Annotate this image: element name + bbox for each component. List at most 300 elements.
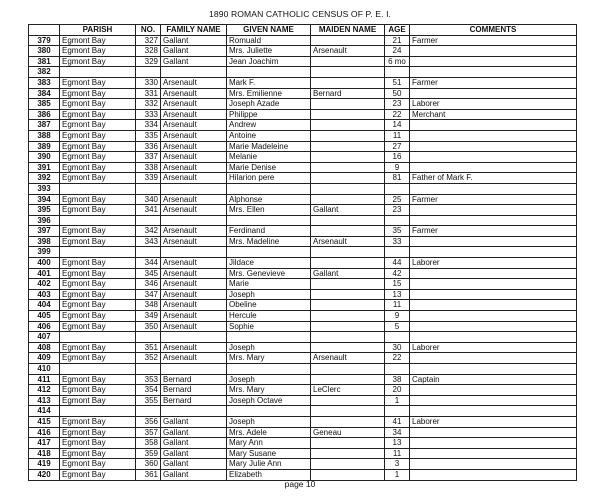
number-cell [136, 183, 161, 194]
table-row [29, 448, 577, 459]
maiden-name-cell [311, 395, 385, 406]
family-name-cell: Gallant [161, 416, 227, 427]
comments-cell [410, 236, 577, 247]
maiden-name-cell [311, 416, 385, 427]
age-cell: 5 [385, 321, 410, 332]
comments-cell [410, 311, 577, 322]
row-index: 403 [29, 289, 60, 300]
age-cell: 20 [385, 385, 410, 396]
parish-cell: Egmont Bay [60, 152, 136, 163]
given-name-cell: Mrs. Ellen [227, 205, 311, 216]
maiden-name-cell [311, 226, 385, 237]
row-index: 402 [29, 279, 60, 290]
row-index: 409 [29, 353, 60, 364]
age-cell: 13 [385, 438, 410, 449]
number-cell: 334 [136, 120, 161, 131]
number-cell [136, 247, 161, 258]
comments-cell: Merchant [410, 109, 577, 120]
table-row [29, 459, 577, 470]
table-row [29, 395, 577, 406]
parish-cell: Egmont Bay [60, 173, 136, 184]
number-cell: 343 [136, 236, 161, 247]
row-index: 386 [29, 109, 60, 120]
parish-cell [60, 364, 136, 375]
number-cell: 358 [136, 438, 161, 449]
row-index: 382 [29, 67, 60, 78]
parish-cell: Egmont Bay [60, 321, 136, 332]
parish-cell: Egmont Bay [60, 438, 136, 449]
comments-cell [410, 56, 577, 67]
maiden-name-cell [311, 258, 385, 269]
age-cell: 16 [385, 152, 410, 163]
family-name-cell: Arsenault [161, 258, 227, 269]
row-index: 388 [29, 130, 60, 141]
number-cell: 335 [136, 130, 161, 141]
age-cell [385, 183, 410, 194]
age-cell: 6 mo [385, 56, 410, 67]
row-index: 412 [29, 385, 60, 396]
family-name-cell: Arsenault [161, 300, 227, 311]
comments-cell: Laborer [410, 342, 577, 353]
parish-cell: Egmont Bay [60, 311, 136, 322]
given-name-cell: Andrew [227, 120, 311, 131]
family-name-cell: Gallant [161, 56, 227, 67]
table-row [29, 268, 577, 279]
given-name-cell: Joseph Azade [227, 99, 311, 110]
maiden-name-cell: Gallant [311, 268, 385, 279]
number-cell: 345 [136, 268, 161, 279]
parish-cell: Egmont Bay [60, 46, 136, 57]
age-cell: 50 [385, 88, 410, 99]
given-name-cell: Romuald [227, 35, 311, 46]
comments-cell [410, 300, 577, 311]
column-header-index [29, 25, 60, 36]
column-header-parish: PARISH [60, 25, 136, 36]
parish-cell: Egmont Bay [60, 162, 136, 173]
row-index: 384 [29, 88, 60, 99]
family-name-cell: Arsenault [161, 342, 227, 353]
comments-cell: Captain [410, 374, 577, 385]
number-cell: 333 [136, 109, 161, 120]
age-cell: 15 [385, 279, 410, 290]
given-name-cell [227, 247, 311, 258]
family-name-cell [161, 406, 227, 417]
row-index: 419 [29, 459, 60, 470]
parish-cell: Egmont Bay [60, 300, 136, 311]
given-name-cell: Jean Joachim [227, 56, 311, 67]
number-cell: 355 [136, 395, 161, 406]
column-header-family-name: FAMILY NAME [161, 25, 227, 36]
family-name-cell [161, 183, 227, 194]
family-name-cell [161, 67, 227, 78]
given-name-cell: Marie Madeleine [227, 141, 311, 152]
column-header-given-name: GIVEN NAME [227, 25, 311, 36]
given-name-cell: Mark F. [227, 77, 311, 88]
maiden-name-cell: Gallant [311, 205, 385, 216]
family-name-cell: Arsenault [161, 99, 227, 110]
given-name-cell [227, 183, 311, 194]
comments-cell: Farmer [410, 226, 577, 237]
maiden-name-cell [311, 364, 385, 375]
comments-cell [410, 279, 577, 290]
table-row [29, 226, 577, 237]
given-name-cell: Mrs. Mary [227, 385, 311, 396]
table-row [29, 427, 577, 438]
maiden-name-cell [311, 109, 385, 120]
number-cell: 328 [136, 46, 161, 57]
table-row [29, 67, 577, 78]
parish-cell: Egmont Bay [60, 279, 136, 290]
given-name-cell: Joseph [227, 342, 311, 353]
parish-cell: Egmont Bay [60, 459, 136, 470]
parish-cell: Egmont Bay [60, 56, 136, 67]
comments-cell: Laborer [410, 258, 577, 269]
number-cell: 356 [136, 416, 161, 427]
given-name-cell: Joseph [227, 374, 311, 385]
comments-cell [410, 88, 577, 99]
number-cell: 332 [136, 99, 161, 110]
age-cell: 11 [385, 448, 410, 459]
maiden-name-cell [311, 130, 385, 141]
comments-cell: Farmer [410, 77, 577, 88]
table-row [29, 406, 577, 417]
age-cell: 41 [385, 416, 410, 427]
age-cell: 23 [385, 99, 410, 110]
given-name-cell: Philippe [227, 109, 311, 120]
comments-cell [410, 162, 577, 173]
age-cell [385, 364, 410, 375]
age-cell: 3 [385, 459, 410, 470]
column-header-no: NO. [136, 25, 161, 36]
comments-cell [410, 268, 577, 279]
parish-cell: Egmont Bay [60, 268, 136, 279]
age-cell: 24 [385, 46, 410, 57]
number-cell: 349 [136, 311, 161, 322]
number-cell: 329 [136, 56, 161, 67]
age-cell: 25 [385, 194, 410, 205]
given-name-cell: Hercule [227, 311, 311, 322]
maiden-name-cell [311, 321, 385, 332]
comments-cell [410, 247, 577, 258]
comments-cell [410, 459, 577, 470]
parish-cell [60, 67, 136, 78]
number-cell: 354 [136, 385, 161, 396]
parish-cell: Egmont Bay [60, 342, 136, 353]
comments-cell [410, 385, 577, 396]
parish-cell: Egmont Bay [60, 141, 136, 152]
age-cell: 34 [385, 427, 410, 438]
family-name-cell: Arsenault [161, 226, 227, 237]
given-name-cell: Melanie [227, 152, 311, 163]
parish-cell [60, 247, 136, 258]
number-cell: 339 [136, 173, 161, 184]
family-name-cell: Arsenault [161, 311, 227, 322]
comments-cell [410, 448, 577, 459]
parish-cell [60, 332, 136, 343]
family-name-cell: Gallant [161, 35, 227, 46]
table-row [29, 416, 577, 427]
column-header-maiden-name: MAIDEN NAME [311, 25, 385, 36]
given-name-cell: Mary Julie Ann [227, 459, 311, 470]
maiden-name-cell [311, 406, 385, 417]
parish-cell: Egmont Bay [60, 469, 136, 480]
given-name-cell: Marie [227, 279, 311, 290]
row-index: 398 [29, 236, 60, 247]
row-index: 379 [29, 35, 60, 46]
given-name-cell: Joseph [227, 416, 311, 427]
number-cell: 331 [136, 88, 161, 99]
row-index: 404 [29, 300, 60, 311]
family-name-cell: Gallant [161, 448, 227, 459]
table-row [29, 120, 577, 131]
family-name-cell: Bernard [161, 395, 227, 406]
comments-cell: Farmer [410, 35, 577, 46]
maiden-name-cell: LeClerc [311, 385, 385, 396]
comments-cell [410, 289, 577, 300]
comments-cell: Father of Mark F. [410, 173, 577, 184]
comments-cell [410, 332, 577, 343]
given-name-cell: Joseph Octave [227, 395, 311, 406]
maiden-name-cell [311, 67, 385, 78]
maiden-name-cell: Arsenault [311, 236, 385, 247]
age-cell: 81 [385, 173, 410, 184]
table-row [29, 130, 577, 141]
parish-cell: Egmont Bay [60, 416, 136, 427]
parish-cell: Egmont Bay [60, 427, 136, 438]
family-name-cell: Gallant [161, 46, 227, 57]
age-cell [385, 406, 410, 417]
given-name-cell [227, 406, 311, 417]
age-cell: 22 [385, 353, 410, 364]
comments-cell [410, 215, 577, 226]
comments-cell [410, 120, 577, 131]
maiden-name-cell [311, 459, 385, 470]
family-name-cell: Gallant [161, 469, 227, 480]
given-name-cell: Mrs. Madeline [227, 236, 311, 247]
parish-cell: Egmont Bay [60, 258, 136, 269]
given-name-cell: Jildace [227, 258, 311, 269]
row-index: 413 [29, 395, 60, 406]
table-row [29, 332, 577, 343]
number-cell: 352 [136, 353, 161, 364]
row-index: 390 [29, 152, 60, 163]
row-index: 401 [29, 268, 60, 279]
row-index: 397 [29, 226, 60, 237]
number-cell: 337 [136, 152, 161, 163]
given-name-cell [227, 332, 311, 343]
number-cell [136, 67, 161, 78]
parish-cell: Egmont Bay [60, 88, 136, 99]
parish-cell: Egmont Bay [60, 109, 136, 120]
family-name-cell: Gallant [161, 438, 227, 449]
comments-cell [410, 152, 577, 163]
number-cell: 353 [136, 374, 161, 385]
age-cell: 22 [385, 109, 410, 120]
number-cell: 340 [136, 194, 161, 205]
maiden-name-cell [311, 279, 385, 290]
row-index: 400 [29, 258, 60, 269]
number-cell [136, 332, 161, 343]
family-name-cell: Arsenault [161, 162, 227, 173]
parish-cell: Egmont Bay [60, 205, 136, 216]
age-cell [385, 215, 410, 226]
family-name-cell: Arsenault [161, 353, 227, 364]
number-cell [136, 215, 161, 226]
number-cell: 347 [136, 289, 161, 300]
given-name-cell: Mrs. Mary [227, 353, 311, 364]
age-cell: 35 [385, 226, 410, 237]
table-row [29, 247, 577, 258]
given-name-cell: Marie Denise [227, 162, 311, 173]
number-cell: 361 [136, 469, 161, 480]
comments-cell [410, 46, 577, 57]
given-name-cell: Antoine [227, 130, 311, 141]
comments-cell: Laborer [410, 416, 577, 427]
age-cell: 1 [385, 469, 410, 480]
family-name-cell: Arsenault [161, 152, 227, 163]
table-row [29, 279, 577, 290]
number-cell: 348 [136, 300, 161, 311]
row-index: 418 [29, 448, 60, 459]
comments-cell [410, 438, 577, 449]
row-index: 420 [29, 469, 60, 480]
given-name-cell: Sophie [227, 321, 311, 332]
family-name-cell: Arsenault [161, 141, 227, 152]
family-name-cell: Bernard [161, 374, 227, 385]
family-name-cell: Arsenault [161, 173, 227, 184]
table-row [29, 141, 577, 152]
parish-cell: Egmont Bay [60, 35, 136, 46]
number-cell: 360 [136, 459, 161, 470]
comments-cell [410, 67, 577, 78]
table-row [29, 321, 577, 332]
given-name-cell: Mrs. Juliette [227, 46, 311, 57]
comments-cell [410, 130, 577, 141]
row-index: 410 [29, 364, 60, 375]
page-title: 1890 ROMAN CATHOLIC CENSUS OF P. E. I. [208, 9, 392, 19]
comments-cell [410, 364, 577, 375]
number-cell: 341 [136, 205, 161, 216]
table-row [29, 77, 577, 88]
maiden-name-cell [311, 311, 385, 322]
parish-cell: Egmont Bay [60, 120, 136, 131]
table-row [29, 35, 577, 46]
given-name-cell [227, 215, 311, 226]
row-index: 405 [29, 311, 60, 322]
maiden-name-cell [311, 332, 385, 343]
maiden-name-cell: Geneau [311, 427, 385, 438]
given-name-cell: Ferdinand [227, 226, 311, 237]
family-name-cell: Arsenault [161, 130, 227, 141]
number-cell: 330 [136, 77, 161, 88]
given-name-cell: Mary Ann [227, 438, 311, 449]
maiden-name-cell [311, 342, 385, 353]
given-name-cell: Mrs. Adele [227, 427, 311, 438]
maiden-name-cell [311, 152, 385, 163]
row-index: 416 [29, 427, 60, 438]
number-cell: 359 [136, 448, 161, 459]
table-row [29, 289, 577, 300]
family-name-cell: Gallant [161, 427, 227, 438]
table-row [29, 353, 577, 364]
family-name-cell: Gallant [161, 459, 227, 470]
row-index: 406 [29, 321, 60, 332]
parish-cell: Egmont Bay [60, 236, 136, 247]
age-cell: 9 [385, 162, 410, 173]
maiden-name-cell [311, 120, 385, 131]
parish-cell: Egmont Bay [60, 395, 136, 406]
comments-cell [410, 321, 577, 332]
row-index: 394 [29, 194, 60, 205]
given-name-cell: Mrs. Emilienne [227, 88, 311, 99]
comments-cell: Laborer [410, 99, 577, 110]
age-cell: 11 [385, 300, 410, 311]
number-cell: 350 [136, 321, 161, 332]
row-index: 383 [29, 77, 60, 88]
table-row [29, 46, 577, 57]
table-row [29, 183, 577, 194]
table-row [29, 99, 577, 110]
age-cell [385, 332, 410, 343]
parish-cell: Egmont Bay [60, 194, 136, 205]
parish-cell: Egmont Bay [60, 130, 136, 141]
maiden-name-cell [311, 374, 385, 385]
parish-cell [60, 183, 136, 194]
table-row [29, 162, 577, 173]
table-row [29, 152, 577, 163]
family-name-cell: Arsenault [161, 236, 227, 247]
parish-cell: Egmont Bay [60, 448, 136, 459]
parish-cell: Egmont Bay [60, 226, 136, 237]
age-cell: 13 [385, 289, 410, 300]
parish-cell: Egmont Bay [60, 77, 136, 88]
age-cell: 14 [385, 120, 410, 131]
parish-cell: Egmont Bay [60, 353, 136, 364]
page-number: page 10 [284, 479, 316, 489]
maiden-name-cell [311, 77, 385, 88]
row-index: 414 [29, 406, 60, 417]
row-index: 415 [29, 416, 60, 427]
family-name-cell [161, 247, 227, 258]
given-name-cell [227, 364, 311, 375]
table-row [29, 215, 577, 226]
family-name-cell: Arsenault [161, 120, 227, 131]
family-name-cell: Arsenault [161, 268, 227, 279]
row-index: 399 [29, 247, 60, 258]
comments-cell: Farmer [410, 194, 577, 205]
given-name-cell: Mary Susane [227, 448, 311, 459]
number-cell [136, 364, 161, 375]
age-cell: 44 [385, 258, 410, 269]
maiden-name-cell [311, 247, 385, 258]
family-name-cell: Arsenault [161, 289, 227, 300]
table-row [29, 300, 577, 311]
table-row [29, 342, 577, 353]
maiden-name-cell [311, 99, 385, 110]
maiden-name-cell [311, 35, 385, 46]
number-cell: 338 [136, 162, 161, 173]
row-index: 407 [29, 332, 60, 343]
family-name-cell [161, 332, 227, 343]
age-cell [385, 247, 410, 258]
parish-cell: Egmont Bay [60, 374, 136, 385]
comments-cell [410, 205, 577, 216]
header-row [29, 25, 577, 36]
age-cell: 11 [385, 130, 410, 141]
table-row [29, 258, 577, 269]
table-row [29, 109, 577, 120]
family-name-cell: Arsenault [161, 88, 227, 99]
